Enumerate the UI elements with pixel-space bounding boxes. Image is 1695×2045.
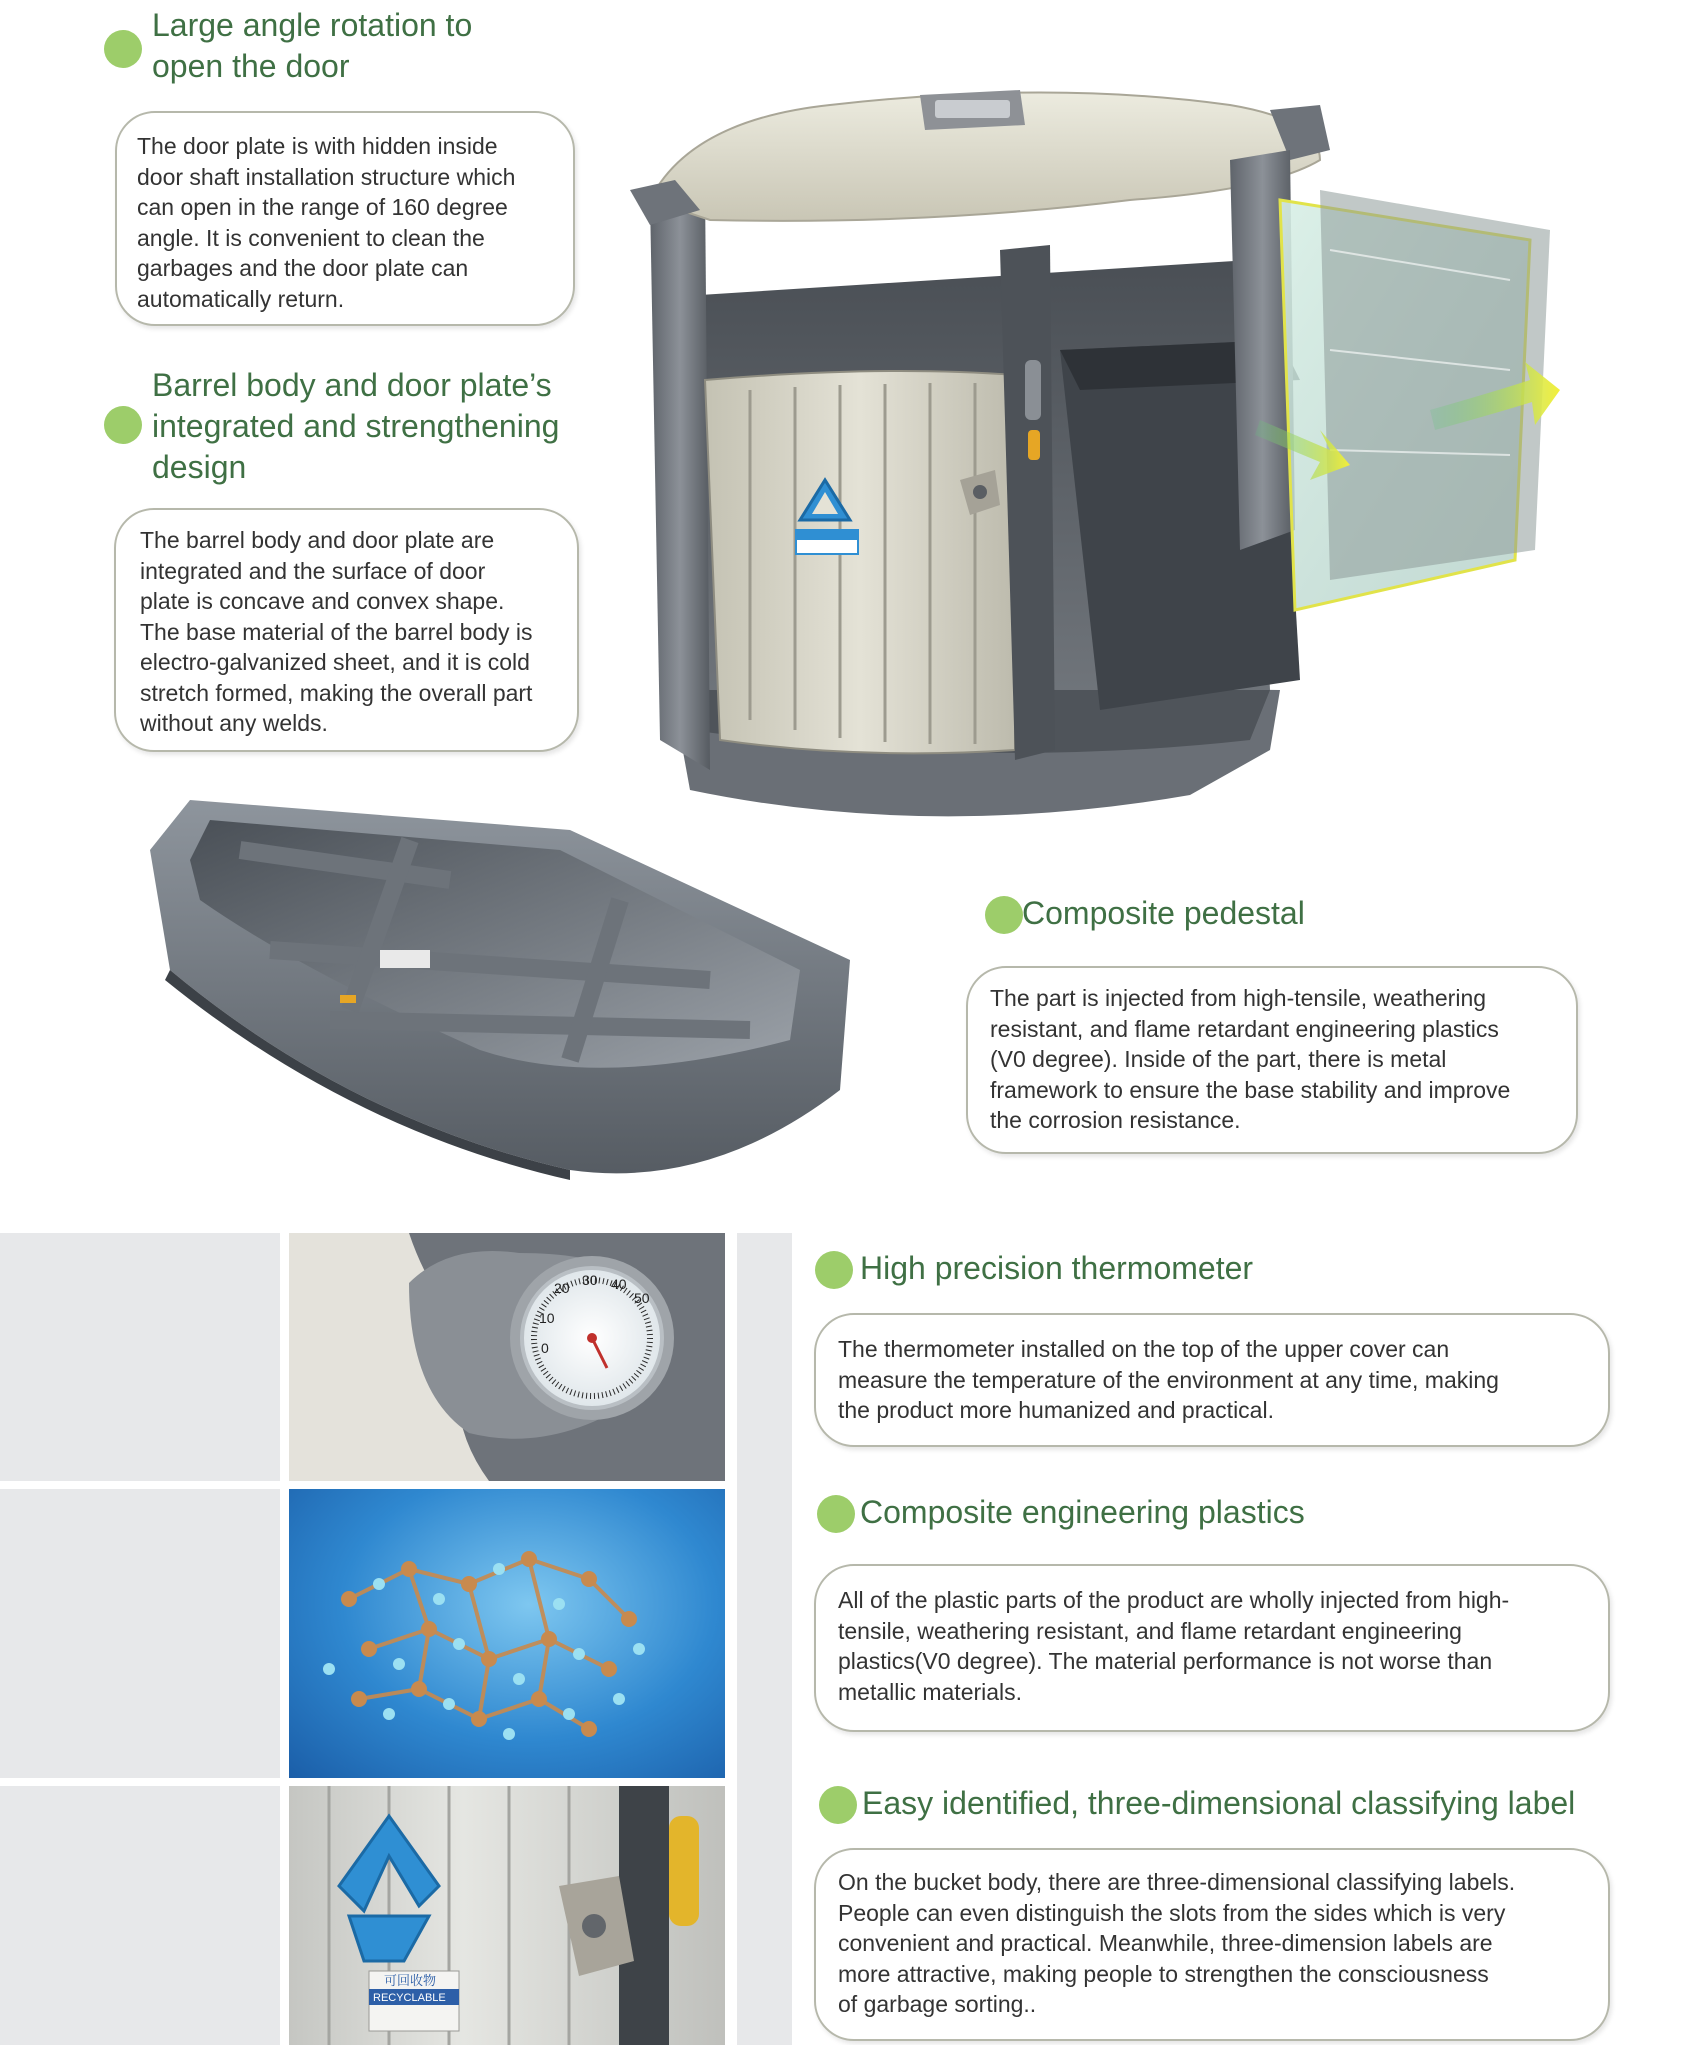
bullet-dot-label <box>819 1786 857 1824</box>
bullet-dot-rotation <box>104 30 142 68</box>
bullet-dot-pedestal <box>985 896 1023 934</box>
dial-number-30: 30 <box>582 1272 598 1288</box>
heading-barrel: Barrel body and door plate’s integrated and strengthening design <box>152 367 560 485</box>
door-label-photo <box>289 1786 725 2045</box>
heading-rotation: Large angle rotation to open the door <box>152 7 473 84</box>
heading-pedestal: Composite pedestal <box>1022 895 1305 931</box>
bullet-dot-barrel <box>104 406 142 444</box>
heading-label: Easy identified, three-dimensional classifying label <box>862 1785 1576 1821</box>
bullet-dot-plastics <box>817 1495 855 1533</box>
gray-strip-right <box>737 1233 792 2045</box>
text-box-barrel: The barrel body and door plate are integrated and the surface of door plate is concave and convex shape. The base material of the barrel body is electro-galvanized sheet, and it is cold stretch formed, making the overall part without any welds. <box>114 508 579 752</box>
dial-number-20: 20 <box>554 1280 570 1296</box>
thermometer-photo <box>289 1233 725 1481</box>
label-english-text: RECYCLABLE <box>373 1992 446 2004</box>
text-box-thermometer: The thermometer installed on the top of the upper cover can measure the temperature of the environment at any time, making the product more humanized and practical. <box>814 1313 1610 1447</box>
pedestal-base-illustration <box>150 770 870 1200</box>
label-chinese-text: 可回收物 <box>384 1973 437 1988</box>
dial-number-10: 10 <box>539 1310 555 1326</box>
heading-thermometer: High precision thermometer <box>860 1250 1254 1286</box>
text-box-rotation: The door plate is with hidden inside door shaft installation structure which can open in the range of 160 degree angle. It is convenient to clean the garbages and the door plate can automatically return. <box>115 111 575 326</box>
recycling-bin-illustration <box>630 50 1560 825</box>
text-box-pedestal: The part is injected from high-tensile, weathering resistant, and flame retardant engineering plastics (V0 degree). Inside of the part, there is metal framework to ensure the base stability and improve the corrosion resistance. <box>966 966 1578 1154</box>
gray-panel-3 <box>0 1786 280 2045</box>
molecule-structure-photo <box>289 1489 725 1778</box>
text-box-label: On the bucket body, there are three-dimensional classifying labels. People can even distinguish the slots from the sides which is very convenient and practical. Meanwhile, three-dimension labels are more attractive, making people to strengthen the consciousness of garbage sorting.. <box>814 1848 1610 2041</box>
gray-panel-1 <box>0 1233 280 1481</box>
gray-panel-2 <box>0 1489 280 1778</box>
bullet-dot-thermometer <box>815 1251 853 1289</box>
dial-number-50: 50 <box>634 1290 650 1306</box>
heading-plastics: Composite engineering plastics <box>860 1494 1305 1530</box>
text-box-plastics: All of the plastic parts of the product are wholly injected from high- tensile, weathering resistant, and flame retardant engineering plastics(V0 degree). The material performance is not worse than metallic materials. <box>814 1564 1610 1732</box>
dial-number-0: 0 <box>541 1340 549 1356</box>
dial-number-40: 40 <box>611 1276 627 1292</box>
